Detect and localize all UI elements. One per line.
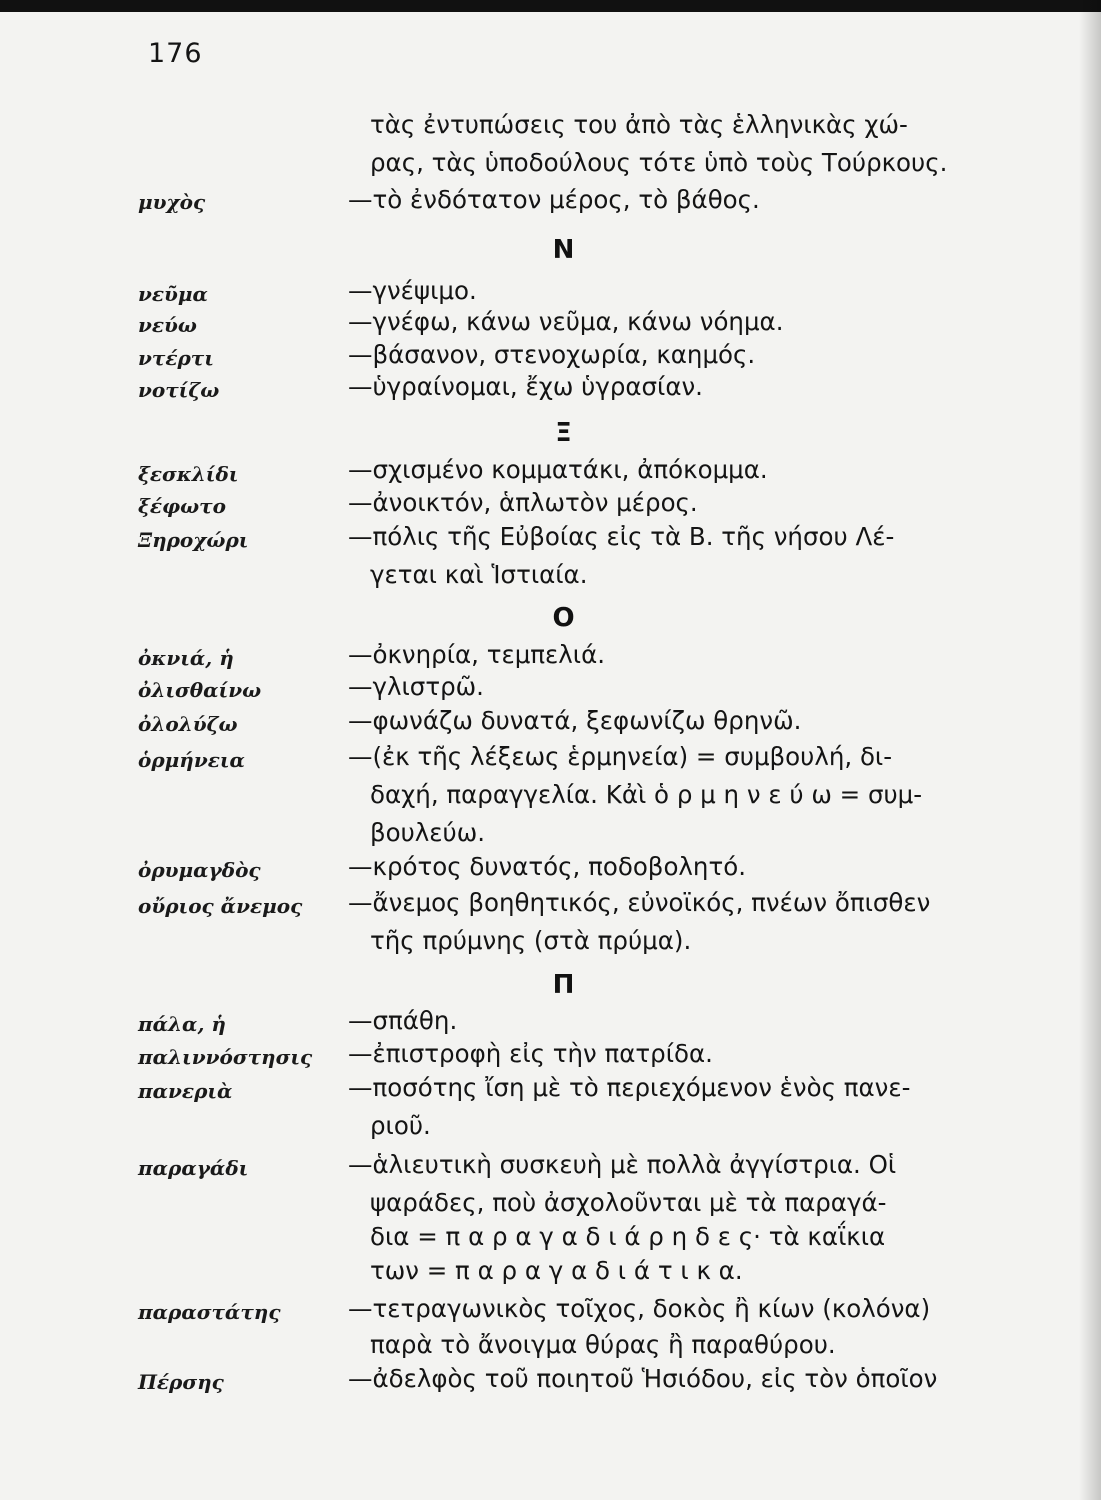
headword: ντέρτι [138,346,214,370]
headword: ξεσκλίδι [138,462,239,486]
definition-continuation: γεται καὶ Ἱστιαία. [370,560,588,589]
definition: —ποσότης ἴση μὲ τὸ περιεχόμενον ἑνὸς πανε- [348,1073,911,1102]
definition: —τετραγωνικὸς τοῖχος, δοκὸς ἢ κίων (κολόνα) [348,1294,931,1323]
headword: ὀρυμαγδὸς [138,858,261,882]
definition: —ἀδελφὸς τοῦ ποιητοῦ Ἡσιόδου, εἰς τὸν ὁποῖον [348,1364,938,1393]
definition: —σχισμένο κομματάκι, ἀπόκομμα. [348,455,768,484]
definition: —σπάθη. [348,1006,458,1035]
headword: πανεριὰ [138,1079,233,1103]
headword: ὀκνιά, ἡ [138,646,234,670]
definition: —κρότος δυνατός, ποδοβολητό. [348,852,746,881]
headword: ξέφωτο [138,494,226,518]
page-number: 176 [148,38,203,69]
definition: —(ἐκ τῆς λέξεως ἑρμηνεία) = συμβουλή, δι- [348,742,893,771]
definition: —γνέψιμο. [348,276,477,305]
headword: ὀλισθαίνω [138,678,262,702]
headword: νεύω [138,313,197,337]
definition-continuation: τῆς πρύμνης (στὰ πρύμα). [370,926,692,955]
page-gutter-shadow [1079,0,1101,1500]
definition: —ἐπιστροφὴ εἰς τὴν πατρίδα. [348,1039,713,1068]
definition-continuation: παρὰ τὸ ἄνοιγμα θύρας ἢ παραθύρου. [370,1330,836,1359]
headword: οὔριος ἄνεμος [138,894,303,918]
definition: —ἀνοικτόν, ἁπλωτὸν μέρος. [348,488,698,517]
headword: Ξηροχώρι [138,528,249,552]
headword: νοτίζω [138,378,220,402]
headword: μυχὸς [138,190,206,214]
definition-continuation: δια = π α ρ α γ α δ ι ά ρ η δ ε ς· τὰ καΐκια [370,1222,886,1251]
headword: παλιννόστησις [138,1045,313,1069]
section-letter-xi: Ξ [555,418,572,448]
definition: —ὑγραίνομαι, ἔχω ὑγρασίαν. [348,372,703,401]
definition: —ἁλιευτικὴ συσκευὴ μὲ πολλὰ ἀγγίστρια. Οἱ [348,1150,897,1179]
headword: νεῦμα [138,282,208,306]
headword: παραστάτης [138,1300,281,1324]
section-letter-pi: Π [552,970,575,1000]
headword: ὀλολύζω [138,712,238,736]
section-letter-omicron: Ο [552,603,575,633]
definition: —γνέφω, κάνω νεῦμα, κάνω νόημα. [348,307,784,336]
definition-continuation: των = π α ρ α γ α δ ι ά τ ι κ α. [370,1256,743,1285]
definition: —βάσανον, στενοχωρία, καημός. [348,340,756,369]
headword: Πέρσης [138,1370,224,1394]
headword: παραγάδι [138,1156,249,1180]
definition: —ἄνεμος βοηθητικός, εὐνοϊκός, πνέων ὄπισθεν [348,888,931,917]
definition: —ὀκνηρία, τεμπελιά. [348,640,606,669]
definition: —τὸ ἐνδότατον μέρος, τὸ βάθος. [348,185,760,214]
section-letter-nu: Ν [552,235,575,265]
definition: —γλιστρῶ. [348,672,484,701]
scan-top-edge [0,0,1101,12]
definition: —φωνάζω δυνατά, ξεφωνίζω θρηνῶ. [348,706,802,735]
definition-continuation: ψαράδες, ποὺ ἀσχολοῦνται μὲ τὰ παραγά- [370,1188,887,1217]
definition-continuation: δαχή, παραγγελία. Κἀὶ ὁ ρ μ η ν ε ύ ω = συμ- [370,780,923,809]
definition-continuation: τὰς ἐντυπώσεις του ἀπὸ τὰς ἑλληνικὰς χώ- [370,110,908,139]
definition-continuation: βουλεύω. [370,818,486,847]
definition-continuation: ριοῦ. [370,1111,431,1140]
headword: πάλα, ἡ [138,1012,226,1036]
headword: ὁρμήνεια [138,748,245,772]
definition: —πόλις τῆς Εὐβοίας εἰς τὰ Β. τῆς νήσου Λέ- [348,522,895,551]
definition-continuation: ρας, τὰς ὑποδούλους τότε ὑπὸ τοὺς Τούρκους. [370,148,948,177]
